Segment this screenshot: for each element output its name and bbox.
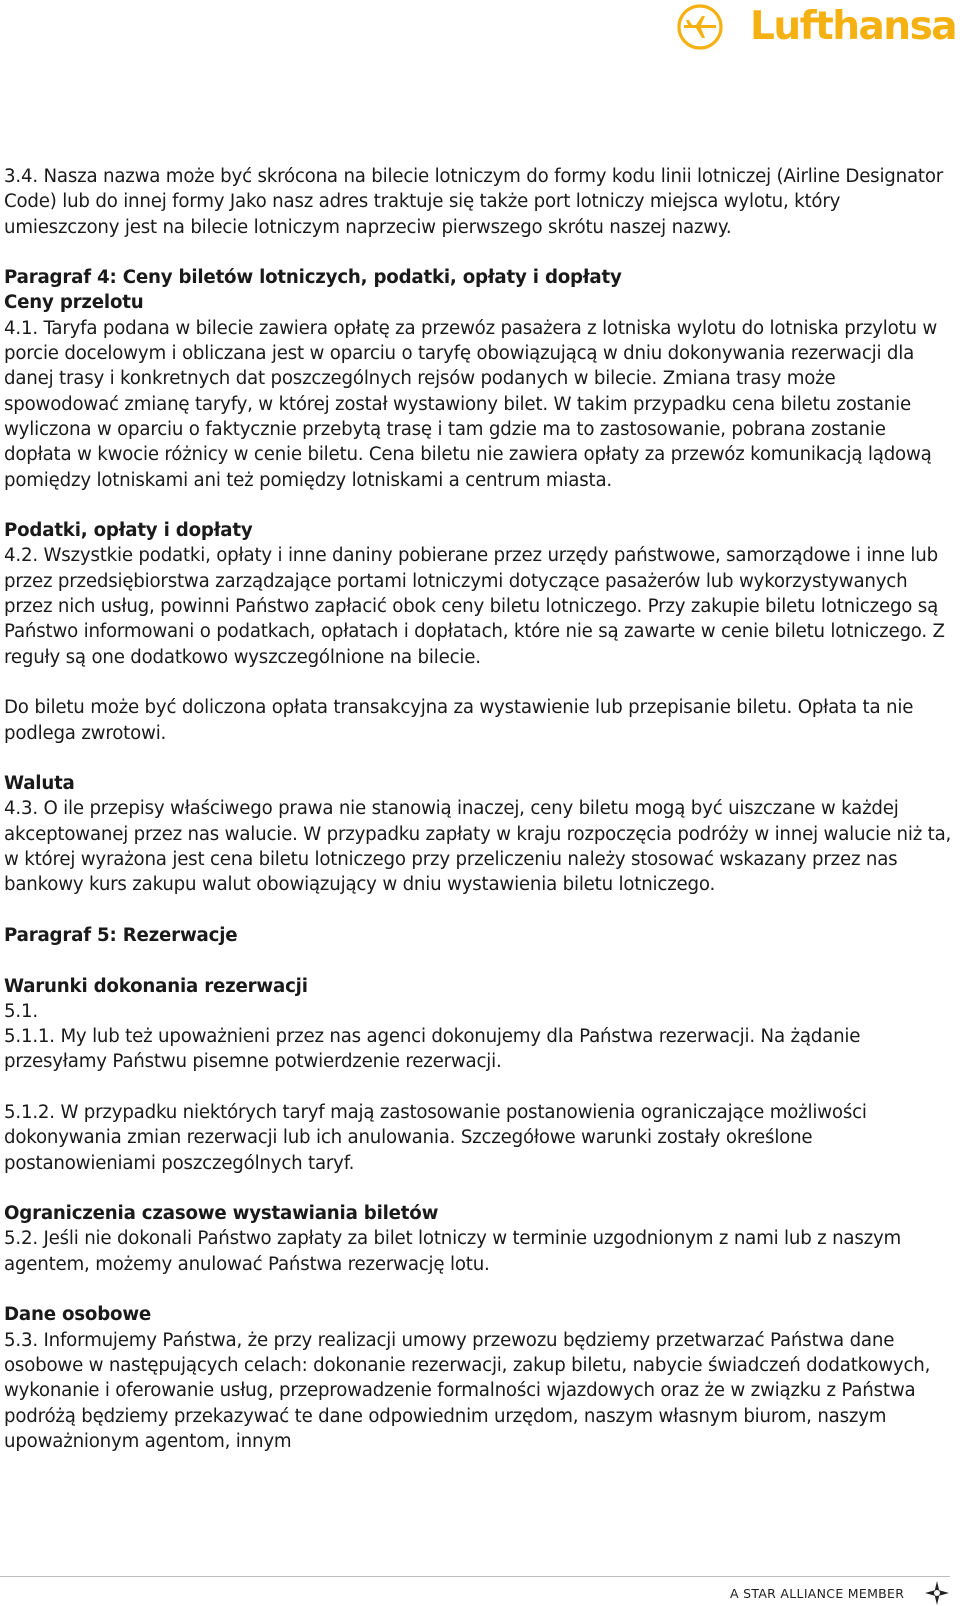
heading-ceny-przelotu: Ceny przelotu	[4, 292, 144, 314]
page-footer	[0, 1572, 960, 1606]
star-alliance-text: A STAR ALLIANCE MEMBER	[730, 1586, 905, 1601]
paragraph-oplata-transakcyjna: Do biletu może być doliczona opłata transakcyjna za wystawienie lub przepisanie biletu. Opłata ta nie podlega zwrotowi.	[4, 697, 914, 744]
paragraph-5-1-1: 5.1.1. My lub też upoważnieni przez nas agenci dokonujemy dla Państwa rezerwacji. Na żądanie przesyłamy Państwu pisemne potwierdzenie rezerwacji.	[4, 1026, 861, 1073]
heading-ograniczenia: Ograniczenia czasowe wystawiania biletów	[4, 1203, 439, 1225]
paragraph-5-1-2: 5.1.2. W przypadku niektórych taryf mają zastosowanie postanowienia ograniczające możliwości dokonywania zmian rezerwacji lub ich anulowania. Szczegółowe warunki zostały określone postanowieniami poszczególnych taryf.	[4, 1101, 867, 1174]
paragraph-5-3: 5.3. Informujemy Państwa, że przy realizacji umowy przewozu będziemy przetwarzać Państwa dane osobowe w następujących celach: dokonanie rezerwacji, zakup biletu, nabycie świadczeń dodatkowych, wykonanie i oferowanie usług, przeprowadzenie formalności wjazdowych oraz że w związku z Państwa podróżą będziemy przekazywać te dane odpowiednim urzędom, naszym własnym biurom, naszym upoważnionym agentom, innym	[4, 1329, 931, 1452]
heading-waluta: Waluta	[4, 773, 75, 795]
footer-divider	[0, 1576, 950, 1577]
heading-paragraf-5: Paragraf 5: Rezerwacje	[4, 924, 238, 946]
heading-podatki: Podatki, opłaty i dopłaty	[4, 520, 253, 542]
paragraph-4-1: 4.1. Taryfa podana w bilecie zawiera opłatę za przewóz pasażera z lotniska wylotu do lotniska przylotu w porcie docelowym i obliczana jest w oparciu o taryfę obowiązującą w dniu dokonywania rezerwacji dla danej trasy i konkretnych dat poszczególnych rejsów podanych w bilecie. Zmiana trasy może spowodować zmianę taryfy, w której został wystawiony bilet. W takim przypadku cena biletu zostanie wyliczona w oparciu o faktycznie przebytą trasę i tam gdzie ma to zastosowanie, pobrana zostanie dopłata w kwocie różnicy w cenie biletu. Cena biletu nie zawiera opłaty za przewóz komunikacją lądową pomiędzy lotniskami ani też pomiędzy lotniskami a centrum miasta.	[4, 317, 938, 491]
paragraph-5-1: 5.1.	[4, 1000, 38, 1022]
star-alliance-icon	[924, 1580, 950, 1606]
lufthansa-crane-icon	[676, 3, 724, 51]
lufthansa-logo-text: Lufthansa	[750, 4, 957, 49]
heading-dane-osobowe: Dane osobowe	[4, 1304, 152, 1326]
document-body	[4, 164, 954, 1454]
paragraph-4-3: 4.3. O ile przepisy właściwego prawa nie stanowią inaczej, ceny biletu mogą być uiszczane w każdej akceptowanej przez nas walucie. W przypadku zapłaty w kraju rozpoczęcia podróży w innej walucie niż ta, w której wyrażona jest cena biletu lotniczego przy przeliczeniu należy stosować wskazany przez nas bankowy kurs zakupu walut obowiązujący w dniu wystawienia biletu lotniczego.	[4, 798, 952, 896]
heading-paragraf-4: Paragraf 4: Ceny biletów lotniczych, podatki, opłaty i dopłaty	[4, 267, 622, 289]
paragraph-4-2: 4.2. Wszystkie podatki, opłaty i inne daniny pobierane przez urzędy państwowe, samorządowe i inne lub przez przedsiębiorstwa zarządzające portami lotniczymi dotyczące pasażerów lub wykorzystywanych przez nich usług, powinni Państwo zapłacić obok ceny biletu lotniczego. Przy zakupie biletu lotniczego są Państwo informowani o podatkach, opłatach i dopłatach, które nie są zawarte w cenie biletu lotniczego. Z reguły są one dodatkowo wyszczególnione na bilecie.	[4, 545, 945, 668]
heading-warunki-rezerwacji: Warunki dokonania rezerwacji	[4, 975, 308, 997]
paragraph-5-2: 5.2. Jeśli nie dokonali Państwo zapłaty za bilet lotniczy w terminie uzgodnionym z nami lub z naszym agentem, możemy anulować Państwa rezerwację lotu.	[4, 1228, 902, 1275]
paragraph-3-4: 3.4. Nasza nazwa może być skrócona na bilecie lotniczym do formy kodu linii lotniczej (Airline Designator Code) lub do innej formy Jako nasz adres traktuje się także port lotniczy miejsca wylotu, który umieszczony jest na bilecie lotniczym naprzeciw pierwszego skrótu naszej nazwy.	[4, 166, 944, 238]
page-header	[0, 0, 960, 60]
